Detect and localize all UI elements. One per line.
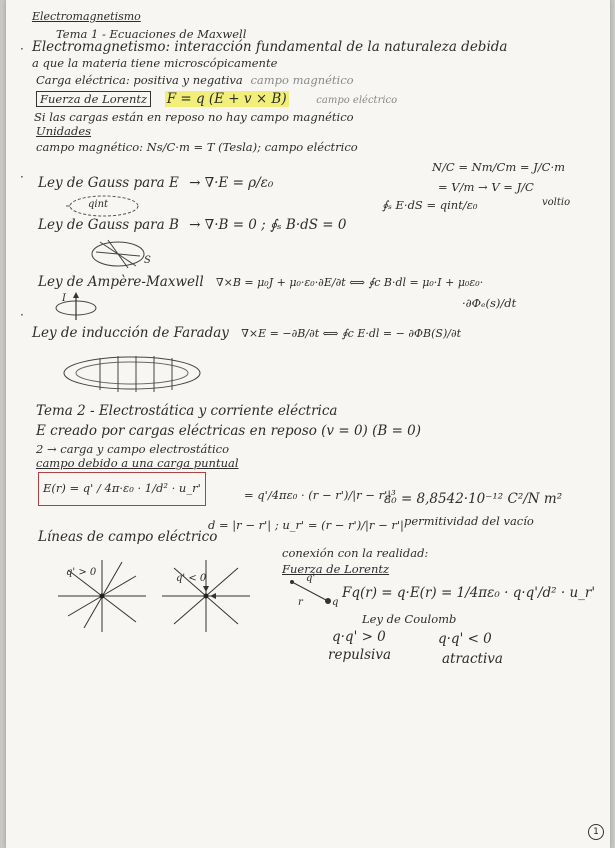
- definition-line-1: Electromagnetismo: interacción fundamental de la naturaleza debida: [32, 39, 508, 55]
- gauss-e-integral: ∮ₛ E·dS = qint/ε₀: [382, 198, 478, 212]
- ampere-line: [38, 275, 483, 290]
- unidades-heading: Unidades: [36, 124, 92, 138]
- ley-coulomb: Ley de Coulomb: [362, 612, 457, 626]
- gauss-b-label: Ley de Gauss para B: [38, 217, 179, 233]
- campo-debido-line: campo debido a una carga puntual: [36, 456, 239, 470]
- campo-electrico-note: campo eléctrico: [316, 95, 398, 106]
- bullet: ·: [20, 170, 24, 184]
- gauss-e-label: Ley de Gauss para E: [38, 175, 179, 191]
- q-positive-label: q' > 0: [66, 567, 97, 578]
- s-label: S: [144, 255, 151, 266]
- fuerza-lorentz-heading: Fuerza de Lorentz: [282, 562, 390, 576]
- reposo-line: Si las cargas están en reposo no hay campo magnético: [34, 110, 354, 124]
- lorentz-formula: F = q (E + v × B): [166, 91, 287, 107]
- voltio-label: voltio: [542, 197, 571, 208]
- faraday-label: Ley de inducción de Faraday: [32, 325, 229, 341]
- ampere-formula-2: ·∂Φₑ(s)/dt: [462, 296, 517, 310]
- coulomb-field-formula-2: = q'/4πε₀ · (r − r')/|r − r'|³: [244, 488, 396, 502]
- fig-q-prime: q': [306, 573, 316, 584]
- distance-line: d = |r − r'| ; u_r' = (r − r')/|r − r'|: [208, 518, 404, 532]
- campo-magnetico-note: campo magnético: [250, 73, 354, 87]
- unidades-line: campo magnético: Ns/C·m = T (Tesla); campo eléctrico: [36, 140, 358, 154]
- lorentz-label: Fuerza de Lorentz: [36, 91, 151, 107]
- page-title: Electromagnetismo: [32, 10, 141, 23]
- atractiva-cond: q·q' < 0: [438, 631, 492, 647]
- fig-r: r: [298, 597, 303, 608]
- ampere-label: Ley de Ampère-Maxwell: [38, 274, 204, 290]
- permitividad-label: permitividad del vacío: [404, 514, 534, 528]
- field-lines-loop-figure: [60, 352, 210, 394]
- coulomb-field-box: [38, 472, 206, 506]
- page-number: 1: [588, 824, 604, 840]
- carga-text: Carga eléctrica: positiva y negativa: [36, 73, 243, 87]
- i-label: I: [62, 293, 66, 304]
- fig-q: q: [332, 597, 339, 608]
- unidades-right-1: N/C = Nm/Cm = J/C·m: [432, 160, 566, 174]
- definition-line-2: a que la materia tiene microscópicamente: [32, 56, 278, 70]
- lineas-campo-heading: Líneas de campo eléctrico: [38, 529, 218, 545]
- gauss-e-formula: → ∇·E = ρ/ε₀: [189, 175, 274, 191]
- unidades-right-2: = V/m → V = J/C: [438, 180, 534, 194]
- carga-campo-line: 2 → carga y campo electrostático: [36, 442, 230, 456]
- lorentz-line: [36, 92, 397, 108]
- faraday-line: [32, 326, 461, 341]
- coulomb-field-formula: E(r) = q' / 4π·ε₀ · 1/d² · u_r': [43, 481, 201, 495]
- tema1-heading: Tema 1 - Ecuaciones de Maxwell: [56, 27, 247, 41]
- repulsiva: repulsiva: [328, 647, 392, 663]
- gauss-b-line: [38, 218, 347, 232]
- e-creado-text: E creado por cargas eléctricas en reposo (v = 0) (B = 0): [36, 423, 422, 439]
- carga-line: [36, 73, 354, 87]
- bullet: ·: [20, 308, 24, 322]
- faraday-formula: ∇×E = −∂B/∂t ⟺ ∮c E·dl = − ∂ΦB(S)/∂t: [241, 327, 462, 340]
- ampere-formula: ∇×B = μ₀J + μ₀·ε₀·∂E/∂t ⟺ ∮c B·dl = μ₀·I + μ₀ε₀·: [215, 276, 484, 289]
- current-wire-figure: [48, 292, 108, 322]
- gauss-b-formula: → ∇·B = 0 ; ∮ₛ B·dS = 0: [189, 217, 347, 233]
- tema2-heading: Tema 2 - Electrostática y corriente eléctrica: [36, 403, 338, 419]
- atractiva: atractiva: [442, 651, 503, 667]
- fuerza-formula: Fq(r) = q·E(r) = 1/4πε₀ · q·q'/d² · u_r': [342, 585, 596, 601]
- negative-charge-field-lines: [156, 556, 256, 636]
- e-creado-line: [36, 424, 421, 438]
- q-negative-label: q' < 0: [176, 573, 207, 584]
- conexion-line: conexión con la realidad:: [282, 546, 429, 560]
- notebook-page: [6, 0, 610, 848]
- qint-label: qint: [88, 199, 109, 210]
- eps-value: ε₀ = 8,8542·10⁻¹² C²/N m²: [384, 491, 563, 507]
- gauss-e-line: [38, 176, 273, 190]
- bullet: ·: [20, 42, 24, 56]
- repulsiva-cond: q·q' > 0: [332, 629, 386, 645]
